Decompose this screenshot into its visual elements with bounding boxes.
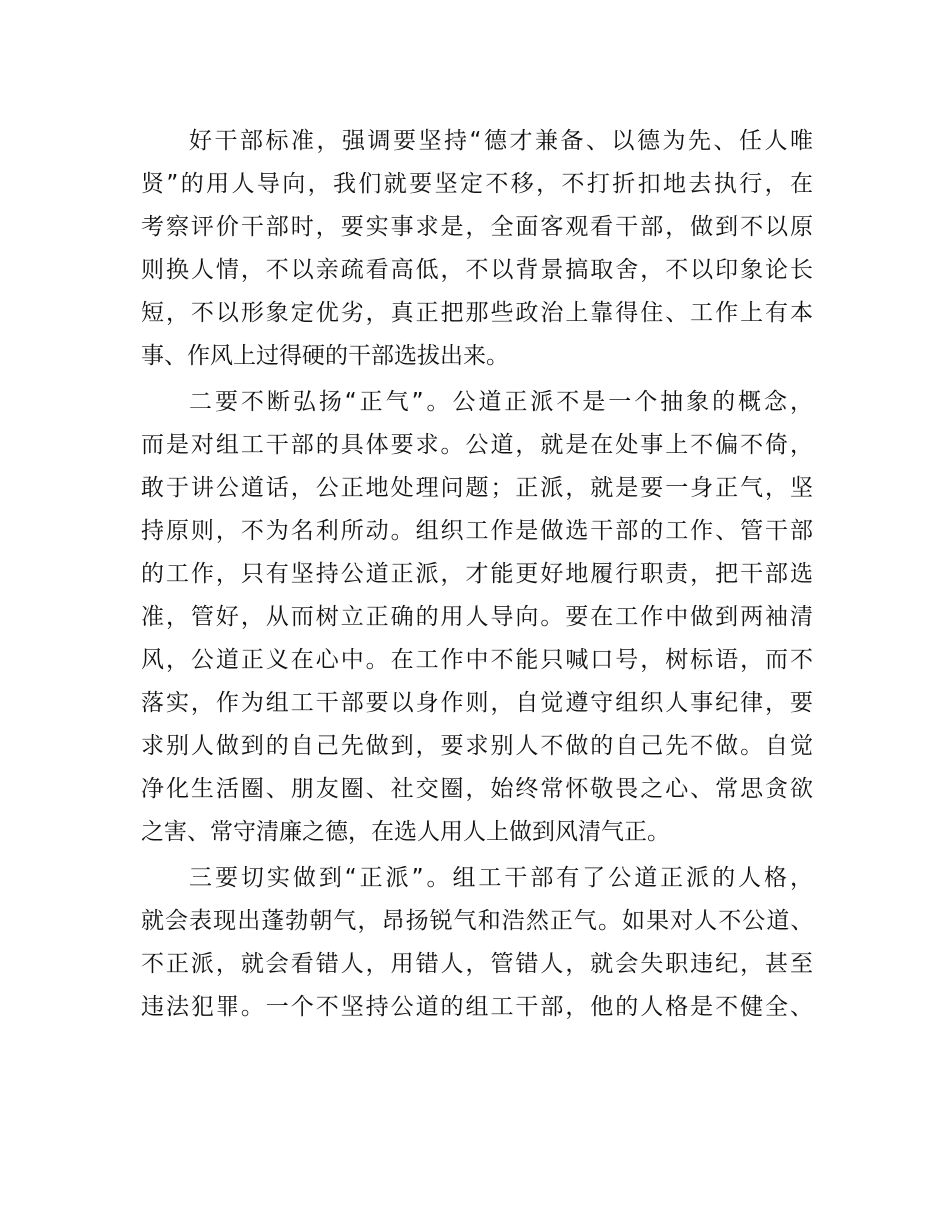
paragraph-line: 敢于讲公道话，公正地处理问题；正派，就是要一身正气，坚 <box>141 475 813 501</box>
paragraph-line: 贤”的用人导向，我们就要坚定不移，不打折扣地去执行，在 <box>141 171 813 197</box>
document-body <box>141 120 813 1029</box>
paragraph-line: 不正派，就会看错人，用错人，管错人，就会失职违纪，甚至 <box>141 951 813 977</box>
paragraph-line: 就会表现出蓬勃朝气，昂扬锐气和浩然正气。如果对人不公道、 <box>141 908 813 934</box>
paragraph-line: 则换人情，不以亲疏看高低，不以背景搞取舍，不以印象论长 <box>141 257 813 283</box>
paragraph-3 <box>141 857 813 1029</box>
paragraph-line: 违法犯罪。一个不坚持公道的组工干部，他的人格是不健全、 <box>141 994 813 1020</box>
paragraph-line: 求别人做到的自己先做到，要求别人不做的自己先不做。自觉 <box>141 733 813 759</box>
paragraph-line: 考察评价干部时，要实事求是，全面客观看干部，做到不以原 <box>141 214 813 240</box>
paragraph-line: 准，管好，从而树立正确的用人导向。要在工作中做到两袖清 <box>141 604 813 630</box>
paragraph-line: 的工作，只有坚持公道正派，才能更好地履行职责，把干部选 <box>141 561 813 587</box>
paragraph-line: 好干部标准，强调要坚持“德才兼备、以德为先、任人唯 <box>189 128 813 154</box>
paragraph-line: 持原则，不为名利所动。组织工作是做选干部的工作、管干部 <box>141 518 813 544</box>
paragraph-2 <box>141 381 813 854</box>
paragraph-line: 净化生活圈、朋友圈、社交圈，始终常怀敬畏之心、常思贪欲 <box>141 776 813 802</box>
paragraph-line: 事、作风上过得硬的干部选拔出来。 <box>141 343 509 369</box>
paragraph-line: 短，不以形象定优劣，真正把那些政治上靠得住、工作上有本 <box>141 300 813 326</box>
paragraph-line: 三要切实做到“正派”。组工干部有了公道正派的人格， <box>189 865 813 891</box>
paragraph-line: 落实，作为组工干部要以身作则，自觉遵守组织人事纪律，要 <box>141 690 813 716</box>
paragraph-1 <box>141 120 813 378</box>
paragraph-line: 二要不断弘扬“正气”。公道正派不是一个抽象的概念， <box>189 389 813 415</box>
paragraph-line: 而是对组工干部的具体要求。公道，就是在处事上不偏不倚， <box>141 432 813 458</box>
paragraph-line: 风，公道正义在心中。在工作中不能只喊口号，树标语，而不 <box>141 647 813 673</box>
paragraph-line: 之害、常守清廉之德，在选人用人上做到风清气正。 <box>141 819 670 845</box>
